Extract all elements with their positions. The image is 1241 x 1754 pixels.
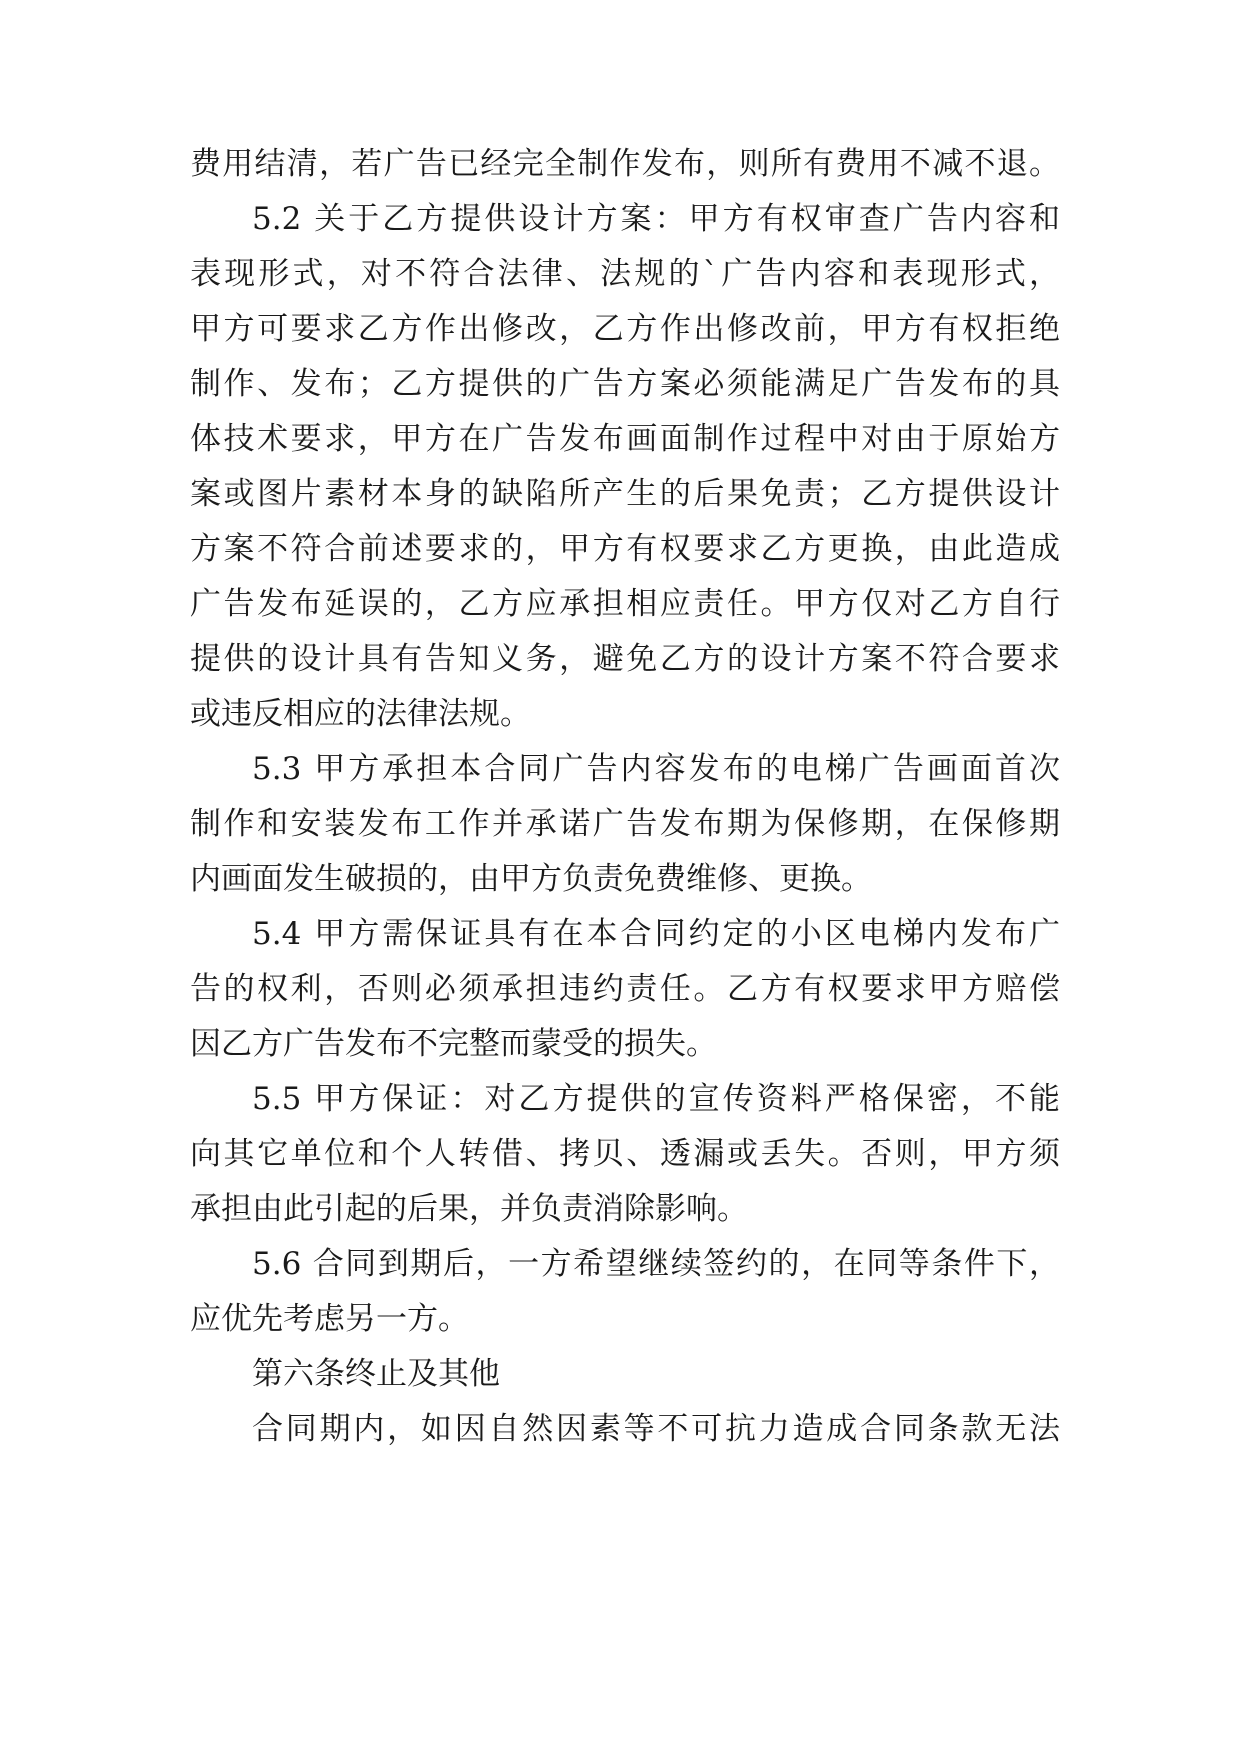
clause-5-4-first-line: 5.4 甲方需保证具有在本合同约定的小区电梯内发布广 <box>252 916 1060 952</box>
paragraph-line: 应优先考虑另一方。 <box>190 1301 469 1337</box>
paragraph-line: 提供的设计具有告知义务，避免乙方的设计方案不符合要求 <box>190 641 1060 677</box>
paragraph-line: 制作和安装发布工作并承诺广告发布期为保修期，在保修期 <box>190 806 1060 842</box>
paragraph-line: 内画面发生破损的，由甲方负责免费维修、更换。 <box>190 861 872 897</box>
clause-5-3-first-line: 5.3 甲方承担本合同广告内容发布的电梯广告画面首次 <box>252 751 1060 787</box>
paragraph-line: 广告发布延误的，乙方应承担相应责任。甲方仅对乙方自行 <box>190 586 1060 622</box>
paragraph-line: 费用结清，若广告已经完全制作发布，则所有费用不减不退。 <box>190 146 1060 182</box>
paragraph-line: 甲方可要求乙方作出修改，乙方作出修改前，甲方有权拒绝 <box>190 311 1060 347</box>
article-6-first-line: 合同期内，如因自然因素等不可抗力造成合同条款无法 <box>252 1411 1060 1447</box>
paragraph-line: 案或图片素材本身的缺陷所产生的后果免责；乙方提供设计 <box>190 476 1060 512</box>
paragraph-line: 或违反相应的法律法规。 <box>190 696 531 732</box>
paragraph-line: 因乙方广告发布不完整而蒙受的损失。 <box>190 1026 717 1062</box>
paragraph-line: 制作、发布；乙方提供的广告方案必须能满足广告发布的具 <box>190 366 1060 402</box>
clause-5-2-first-line: 5.2 关于乙方提供设计方案：甲方有权审查广告内容和 <box>252 201 1060 237</box>
clause-5-6-first-line: 5.6 合同到期后，一方希望继续签约的，在同等条件下， <box>252 1246 1060 1282</box>
clause-5-5-first-line: 5.5 甲方保证：对乙方提供的宣传资料严格保密，不能 <box>252 1081 1060 1117</box>
paragraph-line: 表现形式，对不符合法律、法规的`广告内容和表现形式， <box>190 256 1060 292</box>
paragraph-line: 方案不符合前述要求的，甲方有权要求乙方更换，由此造成 <box>190 531 1060 567</box>
paragraph-line: 体技术要求，甲方在广告发布画面制作过程中对由于原始方 <box>190 421 1060 457</box>
article-6-heading: 第六条终止及其他 <box>252 1356 500 1392</box>
paragraph-line: 向其它单位和个人转借、拷贝、透漏或丢失。否则，甲方须 <box>190 1136 1060 1172</box>
paragraph-line: 告的权利，否则必须承担违约责任。乙方有权要求甲方赔偿 <box>190 971 1060 1007</box>
paragraph-line: 承担由此引起的后果，并负责消除影响。 <box>190 1191 748 1227</box>
